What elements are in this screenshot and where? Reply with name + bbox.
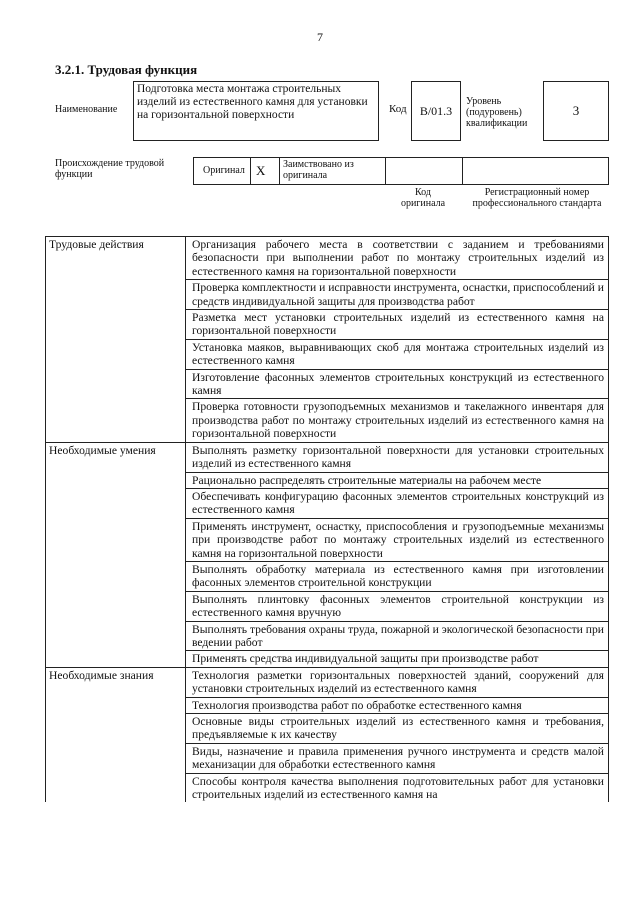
list-item: Применять средства индивидуальной защиты при производстве работ xyxy=(186,651,609,667)
table-row xyxy=(46,442,609,472)
code-value-box xyxy=(411,81,461,141)
list-item: Проверка комплектности и исправности инструмента, оснастки, приспособлений и средств индивидуальной защиты для производства работ xyxy=(186,280,609,310)
function-name-box xyxy=(133,81,379,141)
page-number: 7 xyxy=(317,30,323,44)
original-label: Оригинал xyxy=(203,165,245,176)
list-item: Обеспечивать конфигурацию фасонных элементов строительных конструкций из естественного камня xyxy=(186,488,609,518)
function-name-value: Подготовка места монтажа строительных изделий из естественного камня для установки на горизонтальной поверхности xyxy=(137,83,368,121)
list-item: Виды, назначение и правила применения ручного инструмента и средств малой механизации для обработки естественного камня xyxy=(186,743,609,773)
list-item: Технология производства работ по обработке естественного камня xyxy=(186,697,609,713)
list-item: Выполнять обработку материала из естественного камня при изготовлении фасонных элементов строительной конструкции xyxy=(186,561,609,591)
list-item: Выполнять требования охраны труда, пожарной и экологической безопасности при ведении работ xyxy=(186,621,609,651)
origin-divider xyxy=(385,157,386,185)
list-item: Выполнять разметку горизонтальной поверхности для установки строительных изделий из естественного камня xyxy=(186,442,609,472)
list-item: Способы контроля качества выполнения подготовительных работ для установки строительных изделий из естественного камня на xyxy=(186,773,609,802)
code-label: Код xyxy=(389,103,407,115)
table-row xyxy=(46,667,609,697)
function-content-table xyxy=(45,236,609,802)
origin-divider xyxy=(279,157,280,185)
code-value: B/01.3 xyxy=(419,103,453,118)
name-label: Наименование xyxy=(55,104,118,115)
original-mark: X xyxy=(256,163,266,178)
reg-number-caption: Регистрационный номер профессионального стандарта xyxy=(472,187,602,209)
origin-divider xyxy=(250,157,251,185)
list-item: Разметка мест установки строительных изделий из естественного камня на горизонтальной поверхности xyxy=(186,310,609,340)
code-original-caption: Код оригинала xyxy=(400,187,446,209)
list-item: Рационально распределять строительные материалы на рабочем месте xyxy=(186,472,609,488)
level-value: 3 xyxy=(572,103,580,118)
borrowed-label: Заимствовано из оригинала xyxy=(283,159,354,181)
section-title-cell: Трудовые действия xyxy=(46,237,186,443)
list-item: Организация рабочего места в соответствии с заданием и требованиями безопасности при выполнении работ по монтажу строительных изделий из естественного камня на горизонтальной поверхности xyxy=(186,237,609,280)
list-item: Установка маяков, выравнивающих скоб для монтажа строительных изделий из естественного камня xyxy=(186,339,609,369)
list-item: Технология разметки горизонтальных поверхностей зданий, сооружений для установки строительных изделий из естественного камня xyxy=(186,667,609,697)
section-title-cell: Необходимые знания xyxy=(46,667,186,802)
level-label: Уровень (подуровень) квалификации xyxy=(466,96,528,129)
list-item: Применять инструмент, оснастку, приспособления и грузоподъемные механизмы при производстве работ по монтажу строительных изделий из естественного камня на горизонтальной поверхности xyxy=(186,518,609,561)
list-item: Изготовление фасонных элементов строительных конструкций из естественного камня xyxy=(186,369,609,399)
origin-label: Происхождение трудовой функции xyxy=(55,158,165,180)
list-item: Основные виды строительных изделий из естественного камня и требования, предъявляемые к их качеству xyxy=(186,714,609,744)
table-row xyxy=(46,237,609,280)
section-title-cell: Необходимые умения xyxy=(46,442,186,667)
section-title: 3.2.1. Трудовая функция xyxy=(55,62,198,77)
level-value-box xyxy=(543,81,609,141)
list-item: Выполнять плинтовку фасонных элементов строительной конструкции из естественного камня вручную xyxy=(186,591,609,621)
list-item: Проверка готовности грузоподъемных механизмов и такелажного инвентаря для производства работ по монтажу строительных изделий из естественного камня на горизонтальной поверхности xyxy=(186,399,609,442)
origin-divider xyxy=(462,157,463,185)
